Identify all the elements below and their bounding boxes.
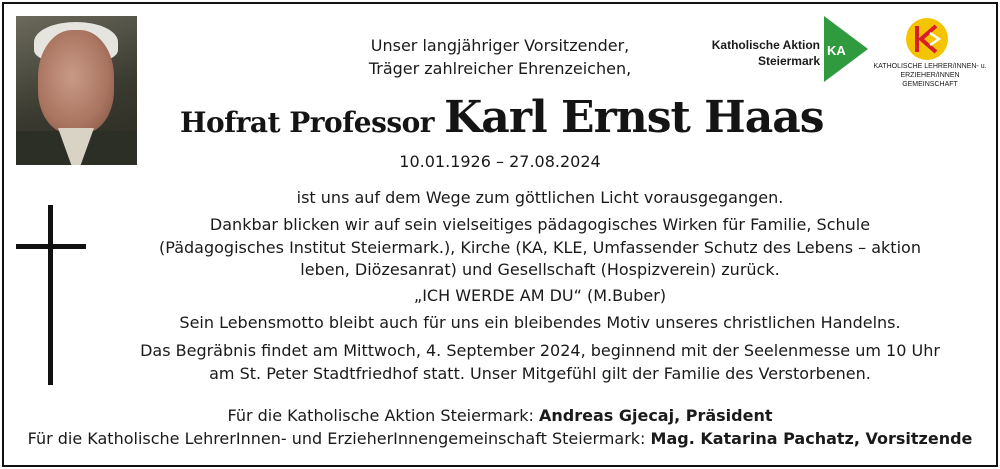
kle-logo bbox=[872, 16, 988, 86]
portrait-photo bbox=[16, 16, 137, 165]
signer-1-org: Für die Katholische Aktion Steiermark: bbox=[227, 406, 539, 425]
intro-line-2: Träger zahlreicher Ehrenzeichen, bbox=[368, 59, 632, 78]
signer-1-name: Andreas Gjecaj, Präsident bbox=[538, 406, 773, 425]
tribute-paragraph bbox=[120, 214, 960, 282]
name-full: Karl Ernst Haas bbox=[444, 92, 824, 143]
ka-logo-line-1: Katholische Aktion bbox=[711, 38, 820, 52]
intro-text bbox=[300, 34, 700, 80]
kle-caption-line-1: KATHOLISCHE LEHRER/INNEN- u. bbox=[873, 63, 987, 70]
signer-2-name: Mag. Katarina Pachatz, Vorsitzende bbox=[650, 428, 973, 448]
kle-caption-line-2: ERZIEHER/INNEN GEMEINSCHAFT bbox=[900, 72, 960, 88]
funeral-line-1: Das Begräbnis findet am Mittwoch, 4. September 2024, beginnend mit der Seelenmesse um 10 Uhr bbox=[140, 341, 940, 360]
kle-caption bbox=[872, 62, 988, 89]
ka-badge-text: KA bbox=[827, 43, 846, 58]
tribute-line-1: Dankbar blicken wir auf sein vielseitiges pädagogisches Wirken für Familie, Schule bbox=[209, 215, 871, 234]
name-prefix: Hofrat Professor bbox=[180, 106, 435, 139]
ka-logo bbox=[700, 16, 868, 82]
ka-logo-line-2: Steiermark bbox=[757, 54, 820, 68]
ka-badge-icon bbox=[824, 16, 868, 82]
kle-emblem-icon bbox=[904, 16, 950, 62]
funeral-info bbox=[120, 340, 960, 385]
signer-line-2 bbox=[20, 428, 980, 451]
life-dates: 10.01.1926 – 27.08.2024 bbox=[399, 152, 601, 171]
funeral-line-2: am St. Peter Stadtfriedhof statt. Unser Mitgefühl gilt der Familie des Verstorbenen. bbox=[209, 363, 871, 383]
deceased-name bbox=[180, 92, 830, 143]
signer-2-org: Für die Katholische LehrerInnen- und ErzieherInnengemeinschaft Steiermark: bbox=[27, 428, 651, 448]
life-motto: Sein Lebensmotto bleibt auch für uns ein bleibendes Motiv unseres christlichen Handelns. bbox=[179, 313, 901, 332]
cross-icon bbox=[48, 205, 53, 385]
intro-line-1: Unser langjähriger Vorsitzender, bbox=[370, 36, 630, 55]
quote: „ICH WERDE AM DU“ (M.Buber) bbox=[413, 286, 667, 305]
passing-text: ist uns auf dem Wege zum göttlichen Licht vorausgegangen. bbox=[296, 188, 784, 207]
signer-line-1 bbox=[20, 405, 980, 428]
tribute-line-2: (Pädagogisches Institut Steiermark.), Kirche (KA, KLE, Umfassender Schutz des Lebens – aktion bbox=[159, 237, 921, 257]
tribute-line-3: leben, Diözesanrat) und Gesellschaft (Hospizverein) zurück. bbox=[300, 260, 780, 279]
cross-icon-bar bbox=[16, 244, 86, 249]
signatories bbox=[20, 405, 980, 450]
